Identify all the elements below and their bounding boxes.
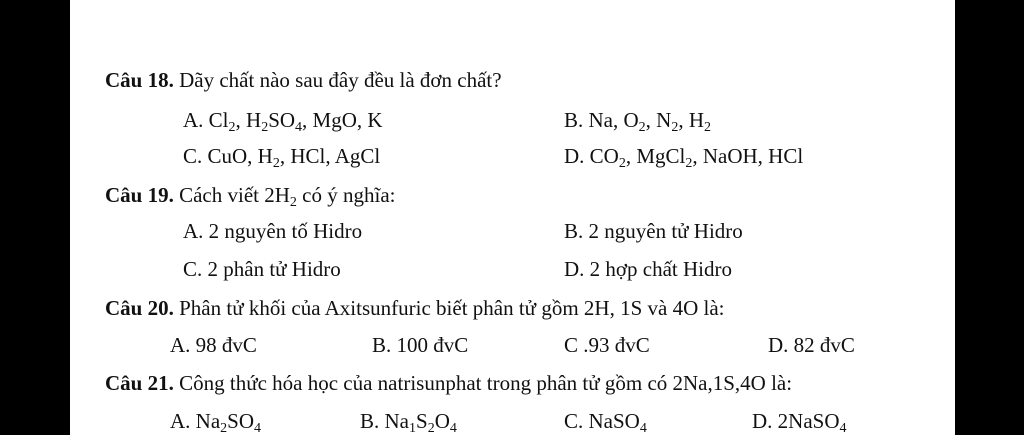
answer-option-d: D. 82 đvC bbox=[768, 333, 855, 357]
answer-option-d: D. 2 hợp chất Hidro bbox=[564, 257, 732, 281]
answer-option-a: A. 98 đvC bbox=[170, 333, 257, 357]
question-text: Cách viết $2H_2$ có ý nghĩa: bbox=[179, 183, 396, 210]
answer-option-b: B. 2 nguyên tử Hidro bbox=[564, 219, 743, 243]
question-20 bbox=[105, 295, 724, 321]
question-18 bbox=[105, 67, 502, 93]
answer-option-c: C. NaSO$_4$ bbox=[564, 409, 647, 435]
question-text: Công thức hóa học của natrisunphat trong phân tử gồm có 2Na,1S,4O là: bbox=[179, 371, 793, 395]
answer-option-b: B. Na, $O_2$, $N_2$, $H_2$ bbox=[564, 108, 712, 135]
question-number: Câu 21. bbox=[105, 371, 174, 395]
answer-option-b: B. 100 đvC bbox=[372, 333, 469, 357]
answer-option-d: D. $CO_2$, MgCl$_2$, NaOH, HCl bbox=[564, 144, 804, 171]
question-text: Dãy chất nào sau đây đều là đơn chất? bbox=[179, 68, 502, 92]
question-number: Câu 19. bbox=[105, 183, 174, 207]
answer-option-a: A. $Cl_2$, $H_2SO_4$, MgO, K bbox=[183, 108, 383, 135]
answer-option-c: C .93 đvC bbox=[564, 333, 650, 357]
answer-option-c: C. 2 phân tử Hidro bbox=[183, 257, 341, 281]
question-19 bbox=[105, 182, 395, 208]
worksheet-page bbox=[70, 0, 955, 435]
answer-option-c: C. CuO, $H_2$, HCl, AgCl bbox=[183, 144, 381, 171]
answer-option-d: D. 2NaSO$_4$ bbox=[752, 409, 847, 435]
question-text: Phân tử khối của Axitsunfuric biết phân tử gồm 2H, 1S và 4O là: bbox=[179, 296, 725, 320]
answer-option-a: A. 2 nguyên tố Hidro bbox=[183, 219, 363, 243]
answer-option-a: A. $Na_2SO_4$ bbox=[170, 409, 262, 435]
answer-option-b: B. $Na_1S_2O_4$ bbox=[360, 409, 457, 435]
question-number: Câu 18. bbox=[105, 68, 174, 92]
question-number: Câu 20. bbox=[105, 296, 174, 320]
question-21 bbox=[105, 370, 792, 396]
